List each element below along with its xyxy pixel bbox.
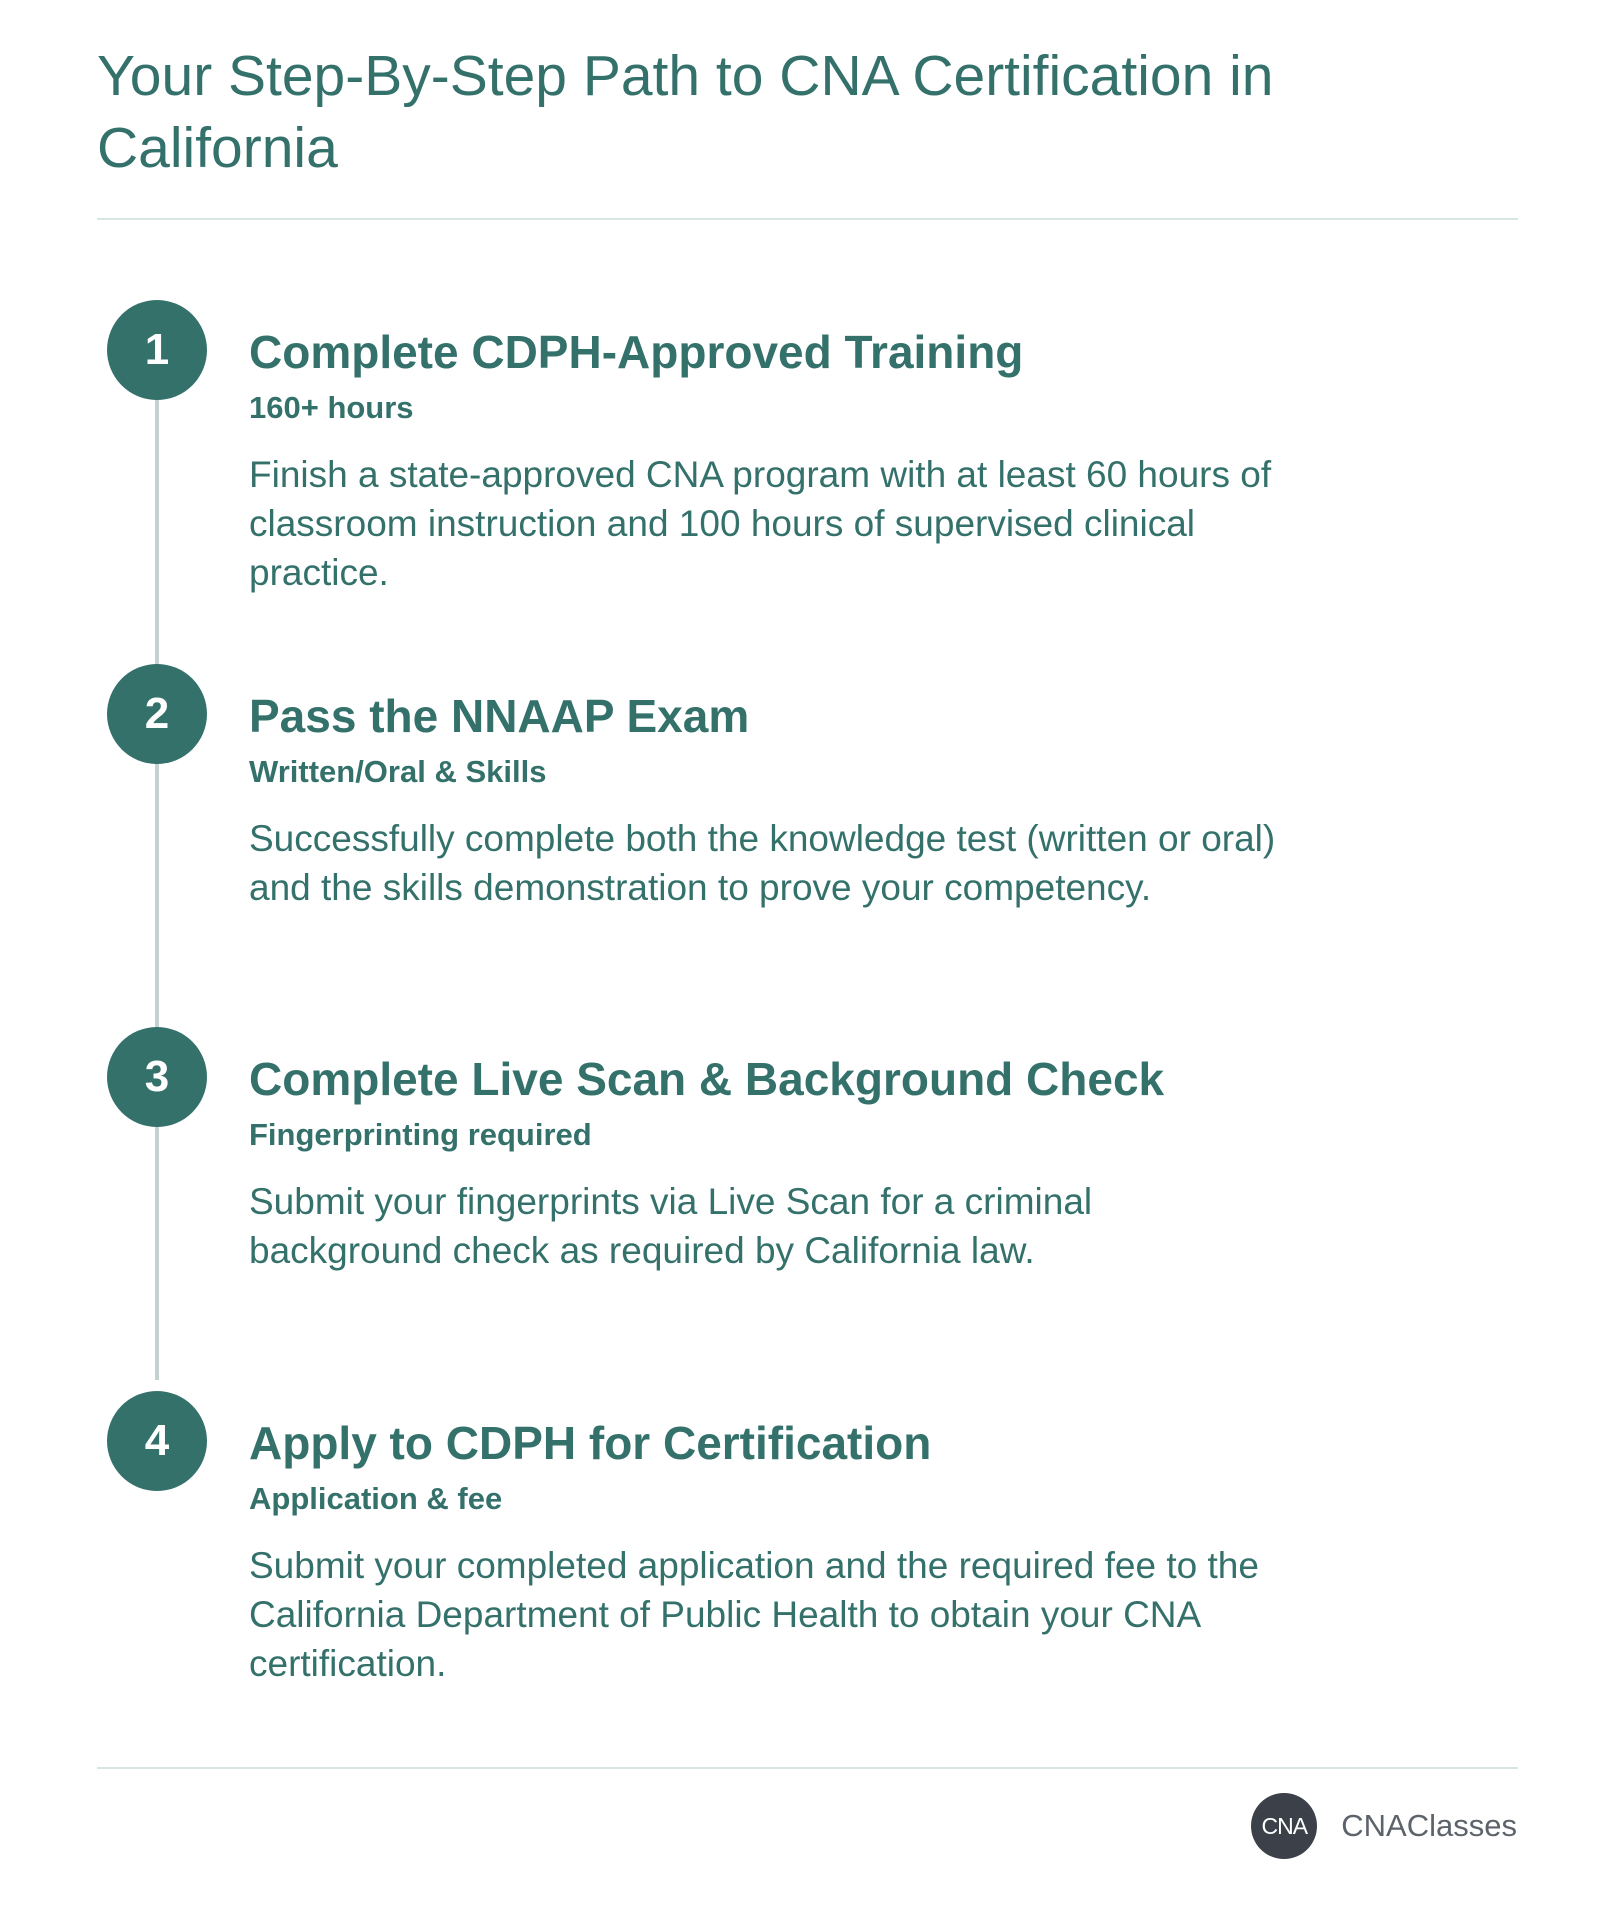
step-subtitle: 160+ hours (249, 390, 414, 425)
page-title: Your Step-By-Step Path to CNA Certification in California (97, 44, 1274, 180)
brand-name: CNAClasses (1341, 1808, 1517, 1843)
step-title: Complete Live Scan & Background Check (249, 1053, 1165, 1105)
step-title: Apply to CDPH for Certification (249, 1417, 932, 1469)
step-title: Pass the NNAAP Exam (249, 690, 750, 742)
step-number-badge: 1 (107, 300, 207, 400)
step-description: Submit your fingerprints via Live Scan for a criminal background check as required by California law. (249, 1181, 1093, 1271)
footer-divider (97, 1767, 1518, 1769)
step-description: Successfully complete both the knowledge test (written or oral) and the skills demonstration to prove your competency. (249, 818, 1276, 908)
step-number-badge: 2 (107, 664, 207, 764)
brand-logo-icon: CNA (1251, 1793, 1317, 1859)
brand-footer (1251, 1792, 1517, 1860)
step-number-badge: 3 (107, 1027, 207, 1127)
timeline-connector (155, 350, 159, 1380)
step-subtitle: Written/Oral & Skills (249, 754, 547, 789)
header-divider (97, 218, 1518, 220)
step-description: Submit your completed application and the required fee to the California Department of Public Health to obtain your CNA certification. (249, 1545, 1259, 1684)
step-subtitle: Application & fee (249, 1481, 503, 1516)
step-description: Finish a state-approved CNA program with at least 60 hours of classroom instruction and 100 hours of supervised clinical practice. (249, 454, 1272, 593)
step-subtitle: Fingerprinting required (249, 1117, 592, 1152)
step-number-badge: 4 (107, 1391, 207, 1491)
step-title: Complete CDPH-Approved Training (249, 326, 1024, 378)
